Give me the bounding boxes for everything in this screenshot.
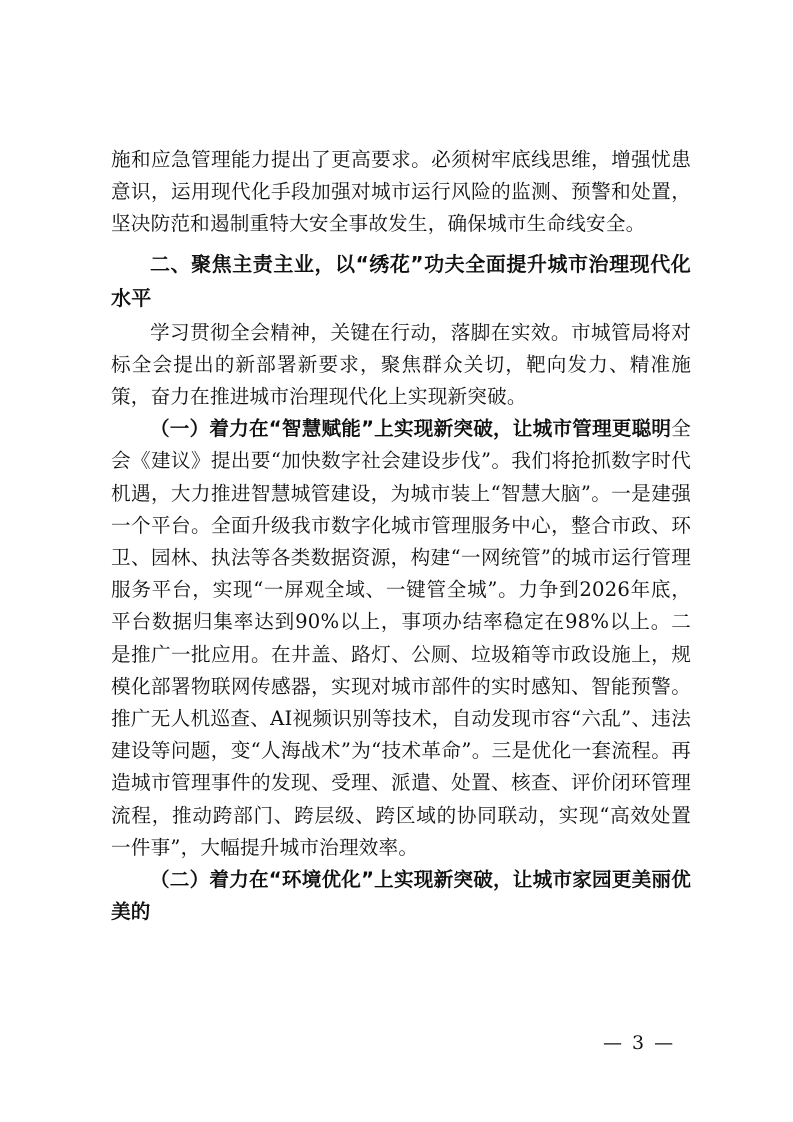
subheading-2: （二）着力在“环境优化”上实现新突破，让城市家园更美丽优美的 <box>111 868 691 924</box>
body-text <box>111 144 691 928</box>
subheading-1: （一）着力在“智慧赋能”上实现新突破，让城市管理更聪明 <box>150 417 672 441</box>
page-number: — 3 — <box>603 1032 676 1054</box>
paragraph-safety: 施和应急管理能力提出了更高要求。必须树牢底线思维，增强忧患意识，运用现代化手段加强对城市运行风险的监测、预警和处置，坚决防范和遏制重特大安全事故发生，确保城市生命线安全。 <box>111 148 691 236</box>
paragraph-intro: 学习贯彻全会精神，关键在行动，落脚在实效。市城管局将对标全会提出的新部署新要求，聚焦群众关切，靶向发力、精准施策，奋力在推进城市治理现代化上实现新突破。 <box>111 320 691 409</box>
section-heading-2: 二、聚焦主责主业，以“绣花”功夫全面提升城市治理现代化水平 <box>111 251 691 310</box>
paragraph-sub2 <box>111 864 691 928</box>
paragraph-sub1 <box>111 413 691 864</box>
subheading-1-body: 全会《建议》提出要“加快数字社会建设步伐”。我们将抢抓数字时代机遇，大力推进智慧城管建设，为城市装上“智慧大脑”。一是建强一个平台。全面升级我市数字化城市管理服务中心，整合市政、环卫、园林、执法等各类数据资源，构建“一网统管”的城市运行管理服务平台，实现“一屏观全域、一键管全城”。力争到2026年底，平台数据归集率达到90%以上，事项办结率稳定在98%以上。二是推广一批应用。在井盖、路灯、公厕、垃圾箱等市政设施上，规模化部署物联网传感器，实现对城市部件的实时感知、智能预警。推广无人机巡查、AI视频识别等技术，自动发现市容“六乱”、违法建设等问题，变“人海战术”为“技术革命”。三是优化一套流程。再造城市管理事件的发现、受理、派遣、处置、核查、评价闭环管理流程，推动跨部门、跨层级、跨区域的协同联动，实现“高效处置一件事”，大幅提升城市治理效率。 <box>111 417 691 859</box>
